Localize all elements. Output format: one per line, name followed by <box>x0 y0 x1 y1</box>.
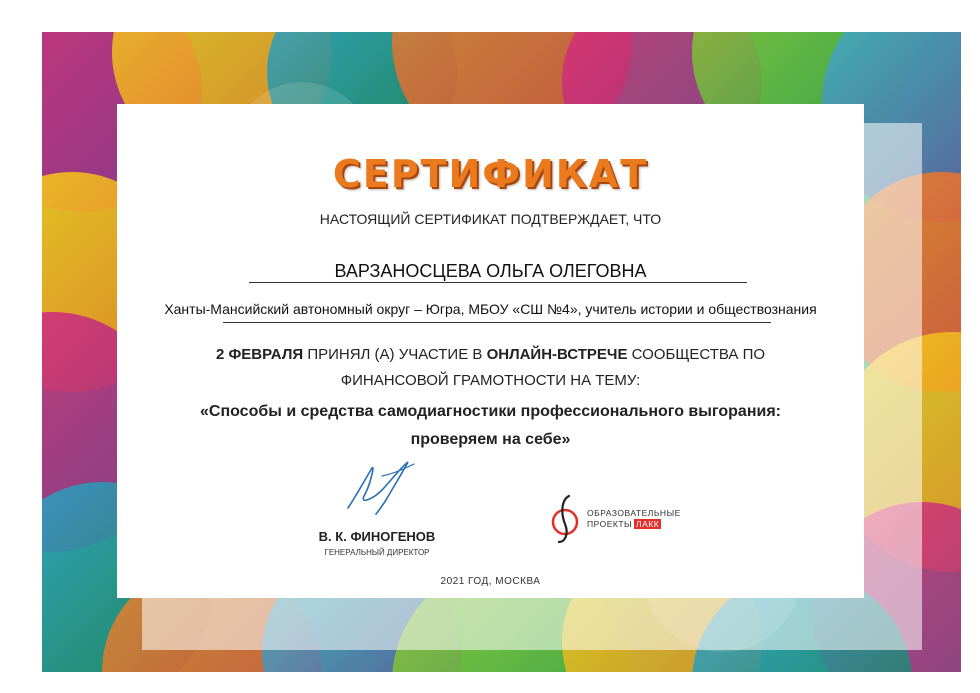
signer-name: В. К. ФИНОГЕНОВ <box>318 529 436 544</box>
certificate-card <box>117 104 864 598</box>
statement-part-1: ПРИНЯЛ (А) УЧАСТИЕ В <box>307 346 483 363</box>
certificate-footer: 2021 ГОД, МОСКВА <box>440 576 541 587</box>
organization-logo <box>547 494 737 544</box>
treble-clef-logo-icon <box>547 494 583 544</box>
organization-underline <box>223 322 771 323</box>
logo-text-projects: ПРОЕКТЫ <box>587 519 633 529</box>
statement-part-2: СООБЩЕСТВА ПО <box>631 346 766 363</box>
signature-icon <box>342 456 422 516</box>
topic-line-1: «Способы и средства самодиагностики профессионального выгорания: <box>200 403 781 420</box>
certificate-subtitle: НАСТОЯЩИЙ СЕРТИФИКАТ ПОДТВЕРЖДАЕТ, ЧТО <box>319 211 662 227</box>
name-underline <box>249 282 747 283</box>
event-date: 2 ФЕВРАЛЯ <box>215 346 304 363</box>
topic-line-2: проверяем на себе» <box>410 431 571 448</box>
statement-line-1 <box>117 346 864 363</box>
event-type: ОНЛАЙН-ВСТРЕЧЕ <box>486 346 628 363</box>
logo-text-line-1: ОБРАЗОВАТЕЛЬНЫЕ <box>587 508 681 518</box>
logo-text-line-2 <box>587 519 661 529</box>
recipient-organization: Ханты-Мансийский автономный округ – Югра, МБОУ «СШ №4», учитель истории и обществознания <box>164 301 817 317</box>
statement-line-2: ФИНАНСОВОЙ ГРАМОТНОСТИ НА ТЕМУ: <box>340 372 641 389</box>
signer-role: ГЕНЕРАЛЬНЫЙ ДИРЕКТОР <box>324 548 430 557</box>
recipient-name: ВАРЗАНОСЦЕВА ОЛЬГА ОЛЕГОВНА <box>334 261 647 281</box>
logo-text-highlight: ЛАКК <box>636 519 660 529</box>
certificate-title: СЕРТИФИКАТ <box>332 152 649 196</box>
